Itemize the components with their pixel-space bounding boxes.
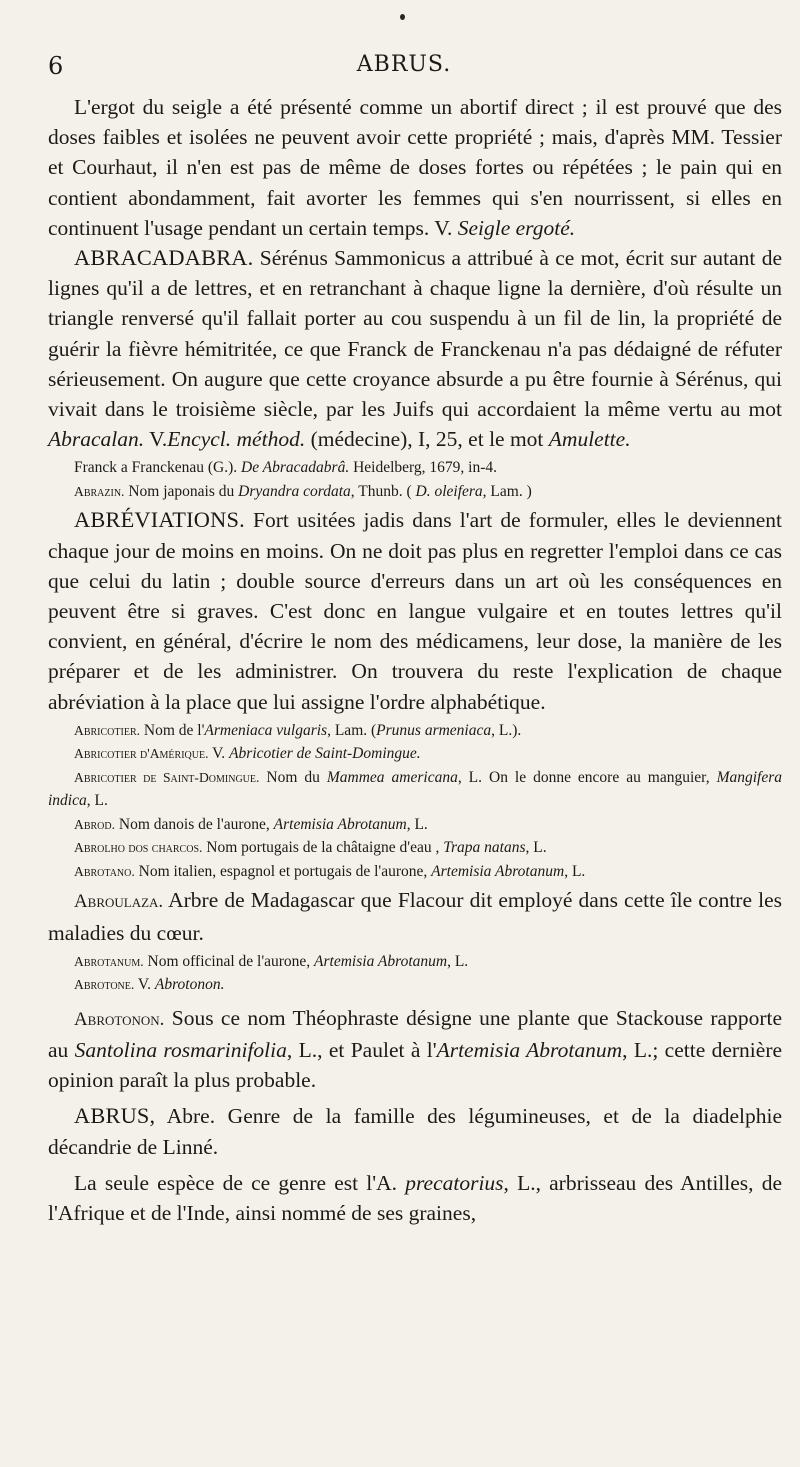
entry-abroulaza	[48, 885, 782, 947]
entry-abracadabra	[48, 243, 782, 454]
entry-term: Abrod.	[74, 816, 116, 832]
entry-text: Nom japonais du	[128, 482, 235, 500]
italic-term: Abrotonon.	[154, 976, 225, 994]
entry-text: V.	[212, 745, 226, 763]
italic-term: Abracalan.	[48, 427, 145, 452]
italic-term: Dryandra cordata	[238, 482, 351, 500]
italic-term: Santolina rosmarinifolia	[74, 1037, 287, 1062]
italic-term: Artemisia Abrotanum	[431, 862, 565, 880]
entry-abrod	[48, 813, 782, 837]
italic-term: Encycl. méthod.	[167, 427, 306, 452]
entry-text: Fort usitées jadis dans l'art de formuler, elles le deviennent chaque jour de moins en moins. On ne doit pas plus en regretter l'emploi dans ce cas que celui du latin ; double source d'erreurs dans un art où les conséquences en peuvent être si graves. C'est donc en langue vulgaire et en toutes lettres qu'il convient, en général, d'écrire le nom des médicamens, leur dose, la manière de les préparer et de les administrer. On trouvera du reste l'explication de chaque abréviation à la place que lui assigne l'ordre alphabétique.	[48, 508, 782, 714]
reference-imprint: Heidelberg, 1679, in-4.	[353, 459, 498, 477]
entry-term: Abricotier.	[74, 722, 141, 738]
entry-abricotier-amerique	[48, 742, 782, 766]
entry-abrazin	[48, 480, 782, 504]
entry-text: , L.	[525, 839, 547, 857]
entry-text: , Lam. (	[327, 721, 377, 739]
entry-abrotonon	[48, 1003, 782, 1096]
entry-abrus	[48, 1101, 782, 1161]
italic-term: Trapa natans	[443, 839, 526, 857]
entry-text: Sérénus Sammonicus a attribué à ce mot, écrit sur autant de lignes qu'il a de lettres, et en retranchant à chaque ligne la dernière, d'où résulte un triangle renversé qu'il fallait porter au cou suspendu à un fil de lin, la propriété de guérir la fièvre hémitritée, ce que Franck de Franckenau n'a pas dédaigné de réfuter sérieusement. On augure que cette croyance absurde a pu être fournie à Sérénus, qui vivait dans le troisième siècle, par les Juifs qui accordaient la même vertu au mot	[48, 246, 782, 422]
entry-text: (médecine), I, 25, et le mot	[310, 427, 544, 452]
entry-text: , L.	[406, 815, 428, 833]
page-body	[48, 92, 782, 1228]
cross-reference: Seigle ergoté.	[457, 215, 576, 240]
entry-abricotier-saint-domingue	[48, 766, 782, 813]
entry-text: V.	[149, 427, 168, 452]
entry-text: Nom italien, espagnol et portugais de l'aurone,	[138, 862, 428, 880]
italic-term: Artemisia Abrotanum	[314, 952, 448, 970]
entry-text: , L., et Paulet à l'	[286, 1037, 437, 1062]
paragraph-text: L'ergot du seigle a été présenté comme un abortif direct ; il est prouvé que des doses faibles et isolées ne peuvent avoir cette propriété ; mais, d'après MM. Tessier et Courhaut, il n'en est pas de même de doses fortes ou répétées ; le pain qui en contient abondamment, fait avorter les femmes qui s'en nourrissent, si elles en continuent l'usage pendant un certain temps. V.	[48, 95, 782, 240]
entry-abricotier	[48, 719, 782, 743]
reference-author: Franck a Franckenau (G.).	[74, 459, 238, 477]
entry-term: Abrotanum.	[74, 953, 144, 969]
entry-text: , L.	[86, 792, 108, 810]
ink-dot	[400, 14, 405, 20]
entry-text: Arbre de Madagascar que Flacour dit employé dans cette île contre les maladies du cœur.	[48, 888, 782, 945]
entry-term: Abricotier d'Amérique.	[74, 746, 209, 762]
paragraph-text: La seule espèce de ce genre est l'A.	[74, 1170, 398, 1195]
italic-term: Armeniaca vulgaris	[204, 721, 328, 739]
italic-term: Prunus armeniaca	[376, 721, 492, 739]
entry-term: Abrotonon.	[74, 1008, 165, 1030]
entry-abrotone	[48, 973, 782, 997]
entry-text: Abre. Genre de la famille des légumineuses, et de la diadelphie décandrie de Linné.	[48, 1104, 782, 1159]
entry-term: Abroulaza.	[74, 891, 164, 913]
entry-text: Nom du	[266, 768, 320, 786]
running-header	[48, 52, 760, 86]
italic-term: precatorius	[405, 1170, 504, 1195]
entry-text: , Thunb. (	[350, 482, 412, 500]
italic-term: D. oleifera	[415, 482, 483, 500]
entry-text: Nom de l'	[143, 721, 205, 739]
entry-term: Abrolho dos charcos.	[74, 840, 203, 856]
entry-text: Nom officinal de l'aurone,	[147, 952, 311, 970]
entry-abreviations	[48, 505, 782, 716]
page-number: 6	[48, 52, 64, 80]
bibliography-reference	[48, 456, 782, 480]
entry-text: Sous ce nom Théophraste désigne une plante que Stackouse rapporte au	[48, 1005, 783, 1062]
entry-text: , Lam. )	[482, 482, 532, 500]
paragraph-ergot	[48, 92, 782, 243]
running-title: ABRUS.	[356, 52, 452, 77]
italic-term: Mammea americana	[326, 768, 458, 786]
paragraph-abrus-species	[48, 1168, 782, 1228]
entry-abrotano	[48, 860, 782, 884]
entry-text: , L. On le donne encore au manguier,	[457, 768, 710, 786]
entry-term: Abricotier de Saint-Domingue.	[74, 769, 260, 785]
italic-term: Artemisia Abrotanum	[273, 815, 407, 833]
entry-term: Abrotone.	[74, 977, 135, 993]
entry-text: , L.	[564, 862, 586, 880]
entry-text: , L.; cette dernière opinion paraît la plus probable.	[48, 1037, 783, 1093]
entry-text: , L.	[447, 952, 469, 970]
reference-title: De Abracadabrâ.	[241, 459, 350, 477]
entry-abrolho	[48, 836, 782, 860]
italic-term: Artemisia Abrotanum	[436, 1037, 623, 1062]
entry-text: Nom portugais de la châtaigne d'eau ,	[206, 839, 440, 857]
entry-term: Abrotano.	[74, 863, 135, 879]
entry-text: V.	[137, 976, 151, 994]
entry-text: Nom danois de l'aurone,	[118, 815, 270, 833]
entry-abrotanum	[48, 950, 782, 974]
paragraph-text: , L., arbrisseau des Antilles, de l'Afrique et de l'Inde, ainsi nommé de ses graines,	[48, 1170, 782, 1225]
italic-term: Amulette.	[548, 427, 631, 452]
italic-term: Mangifera indica	[48, 768, 783, 810]
entry-term: ABRUS,	[74, 1103, 156, 1129]
entry-term: ABRACADABRA.	[74, 245, 254, 271]
italic-term: Abricotier de Saint-Domingue.	[229, 745, 421, 763]
entry-text: , L.).	[491, 721, 522, 739]
entry-term: ABRÉVIATIONS.	[74, 507, 245, 533]
entry-term: Abrazin.	[74, 483, 125, 499]
